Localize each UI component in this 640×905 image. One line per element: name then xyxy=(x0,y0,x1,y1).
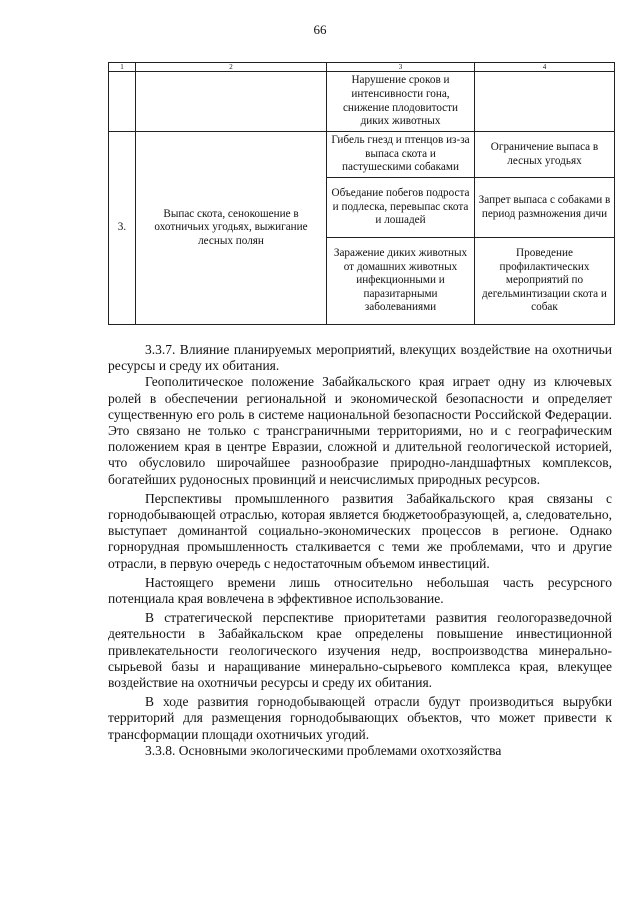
cell-measure-empty xyxy=(475,72,615,132)
cell-row-number: 3. xyxy=(109,132,136,325)
body-text xyxy=(108,342,612,759)
cell-impact: Заражение диких животных от домашних животных инфекционными и паразитарными заболеваниями xyxy=(327,238,475,325)
paragraph: Настоящего времени лишь относительно небольшая часть ресурсного потенциала края вовлечена в эффективное использование. xyxy=(108,574,612,607)
cell-number-empty xyxy=(109,72,136,132)
cell-measure: Проведение профилактических мероприятий по дегельминтизации скота и собак xyxy=(475,238,615,325)
impact-table xyxy=(108,62,615,325)
section-heading-3-3-8: 3.3.8. Основными экологическими проблемами охотхозяйства xyxy=(145,742,502,758)
paragraph: Геополитическое положение Забайкальского края играет одну из ключевых ролей в обеспечении региональной и экономической безопасности и определяет существенную его роль в системе национальной безопасности Российской Федерации. Это связано не только с трансграничными территориями, но и с географическим положением края в центре Евразии, сложной и длительной геологической историей, что обусловило широчайшее разнообразие природно-ландшафтных комплексов, богатейших рудоносных провинций и неисчислимых природных ресурсов. xyxy=(108,374,612,487)
table-header-row xyxy=(109,63,615,72)
table-row-continuation xyxy=(109,72,615,132)
column-header-4: 4 xyxy=(475,63,615,72)
cell-impact: Объедание побегов подроста и подлеска, перевыпас скота и лошадей xyxy=(327,178,475,238)
paragraph: В ходе развития горнодобывающей отрасли будут производиться вырубки территорий для размещения горнодобывающих объектов, что может привести к трансформации площади охотничьих угодий. xyxy=(108,694,612,742)
paragraph: Перспективы промышленного развития Забайкальского края связаны с горнодобывающей отраслью, которая является бюджетообразующей, а, следовательно, выступает доминантой социально-экономических процессов в регионе. Однако горнорудная промышленность сталкивается с теми же проблемами, что и другие отрасли, в первую очередь с недостаточным объемом инвестиций. xyxy=(108,490,612,571)
section-heading-3-3-7: 3.3.7. Влияние планируемых мероприятий, влекущих воздействие на охотничьи ресурсы и среду их обитания. xyxy=(108,342,612,374)
column-header-2: 2 xyxy=(136,63,327,72)
cell-impact: Нарушение сроков и интенсивности гона, снижение плодовитости диких животных xyxy=(327,72,475,132)
cell-measure: Запрет выпаса с собаками в период размножения дичи xyxy=(475,178,615,238)
cell-activity-empty xyxy=(136,72,327,132)
paragraph: В стратегической перспективе приоритетами развития геологоразведочной деятельности в Забайкальском крае определены повышение инвестиционной привлекательности геологического изучения недр, воспроизводства минерально-сырьевой базы и наращивание минерально-сырьевого комплекса края, влекущее воздействие на охотничьи ресурсы и среду их обитания. xyxy=(108,610,612,691)
column-header-1: 1 xyxy=(109,63,136,72)
cell-impact: Гибель гнезд и птенцов из-за выпаса скота и пастушескими собаками xyxy=(327,132,475,178)
cell-activity: Выпас скота, сенокошение в охотничьих угодьях, выжигание лесных полян xyxy=(136,132,327,325)
cell-measure: Ограничение выпаса в лесных угодьях xyxy=(475,132,615,178)
table-row xyxy=(109,132,615,178)
column-header-3: 3 xyxy=(327,63,475,72)
page-number: 66 xyxy=(313,22,327,37)
